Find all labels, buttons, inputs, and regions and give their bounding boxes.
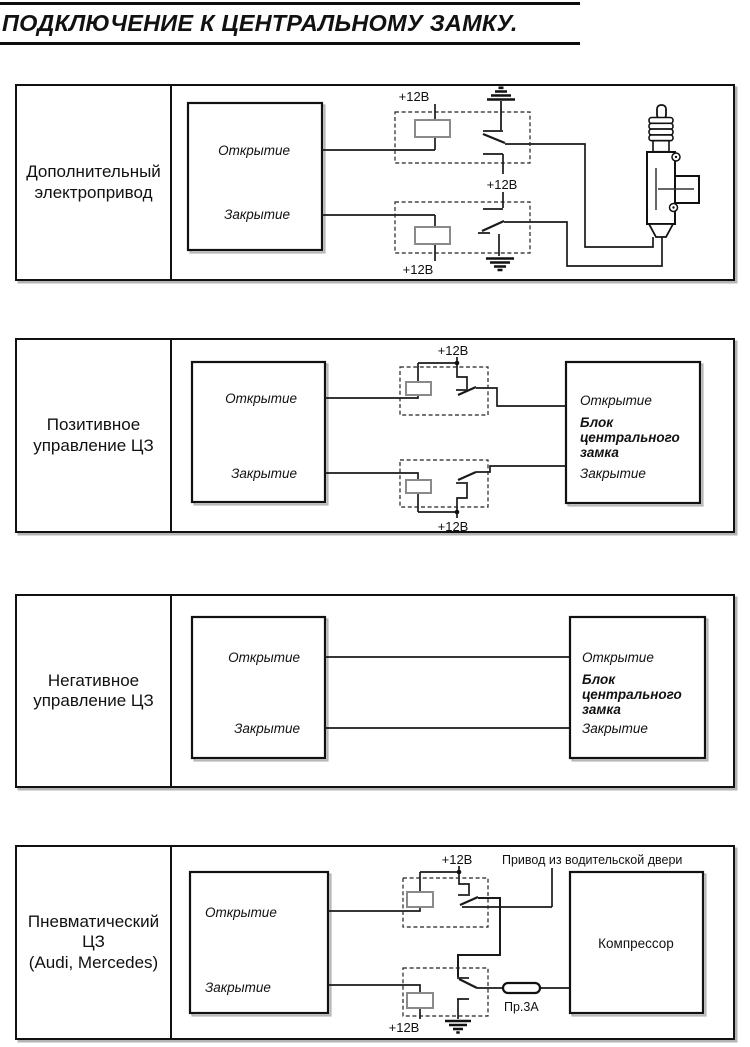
alarm-unit-box bbox=[192, 617, 325, 758]
central-lock-title: Блок bbox=[582, 672, 616, 687]
relay-close-switch bbox=[456, 472, 476, 483]
wires bbox=[325, 657, 570, 728]
block-close-label: Закрытие bbox=[582, 721, 648, 736]
panel-label-auxiliary-actuator bbox=[17, 86, 172, 279]
panel-diagram-pneumatic bbox=[172, 847, 733, 1038]
alarm-close-label: Закрытие bbox=[234, 721, 300, 736]
panel-label-pneumatic bbox=[17, 847, 172, 1038]
panel-label-line: ЦЗ bbox=[82, 932, 105, 952]
diagram-positive-control bbox=[172, 340, 731, 531]
relay-open-switch bbox=[456, 387, 476, 395]
junction-dot bbox=[457, 870, 462, 875]
junction-dot bbox=[455, 510, 460, 515]
alarm-open-label: Открытие bbox=[228, 650, 300, 665]
power-label: +12В bbox=[486, 177, 518, 192]
relay-close-switch bbox=[457, 978, 477, 988]
block-open-label: Открытие bbox=[580, 393, 652, 408]
central-lock-title: центрального bbox=[580, 430, 680, 445]
panel-diagram-positive-control bbox=[172, 340, 733, 531]
diagram-negative-control bbox=[172, 596, 731, 786]
alarm-close-label: Закрытие bbox=[224, 207, 290, 222]
panel-diagram-auxiliary-actuator bbox=[172, 86, 733, 279]
junction-dot bbox=[455, 361, 460, 366]
panel-label-line: (Audi, Mercedes) bbox=[28, 952, 159, 972]
alarm-open-label: Открытие bbox=[225, 391, 297, 406]
relay-open-coil bbox=[415, 120, 450, 137]
relay-open-coil bbox=[407, 892, 433, 907]
wires bbox=[328, 866, 570, 1019]
panel-label-negative-control bbox=[17, 596, 172, 786]
panel-label-line: Позитивное bbox=[46, 415, 141, 434]
driver-door-wire-label: Привод из водительской двери bbox=[502, 853, 683, 867]
alarm-close-label: Закрытие bbox=[231, 466, 297, 481]
alarm-unit-box bbox=[192, 362, 325, 502]
block-open-label: Открытие bbox=[582, 650, 654, 665]
alarm-open-label: Открытие bbox=[218, 143, 290, 158]
panel-label-positive-control bbox=[17, 340, 172, 531]
diagram-pneumatic bbox=[172, 847, 731, 1038]
fuse-icon bbox=[503, 983, 540, 993]
panel-pneumatic bbox=[15, 845, 735, 1040]
alarm-open-label: Открытие bbox=[205, 905, 277, 920]
relay-open-switch bbox=[483, 131, 505, 174]
power-label: +12В bbox=[402, 262, 434, 277]
fuse-label: Пр.3А bbox=[504, 1000, 539, 1014]
ground-icon bbox=[487, 88, 515, 130]
panel-label-line: Пневматический bbox=[27, 911, 160, 931]
central-lock-title: центрального bbox=[582, 687, 682, 702]
panel-diagram-negative-control bbox=[172, 596, 733, 786]
diagram-auxiliary-actuator bbox=[172, 86, 731, 279]
compressor-label: Компрессор bbox=[598, 936, 674, 951]
panel-label-line: Негативное bbox=[47, 670, 140, 690]
central-lock-title: Блок bbox=[580, 415, 614, 430]
power-label: +12В bbox=[398, 89, 430, 104]
central-lock-title: замка bbox=[580, 445, 619, 460]
relay-open-switch bbox=[458, 895, 478, 905]
alarm-close-label: Закрытие bbox=[205, 980, 271, 995]
lock-actuator-icon bbox=[647, 105, 699, 237]
block-close-label: Закрытие bbox=[580, 466, 646, 481]
page-title-block bbox=[0, 2, 580, 45]
power-label: +12В bbox=[437, 343, 469, 358]
panel-label-line: управление ЦЗ bbox=[33, 435, 154, 455]
wires bbox=[325, 357, 566, 518]
relay-close-coil bbox=[415, 227, 450, 244]
central-lock-title: замка bbox=[582, 702, 621, 717]
alarm-unit-box bbox=[188, 103, 322, 250]
panel-negative-control bbox=[15, 594, 735, 788]
power-label: +12В bbox=[437, 519, 469, 531]
relay-close-coil bbox=[406, 480, 431, 493]
relay-close-coil bbox=[407, 993, 433, 1008]
power-label: +12В bbox=[388, 1020, 420, 1035]
panel-positive-control bbox=[15, 338, 735, 533]
power-label: +12В bbox=[441, 852, 473, 867]
panel-label-line: Дополнительный bbox=[26, 162, 161, 181]
ground-icon bbox=[445, 1021, 471, 1033]
panel-auxiliary-actuator bbox=[15, 84, 735, 281]
ground-icon bbox=[486, 259, 514, 271]
page-title: ПОДКЛЮЧЕНИЕ К ЦЕНТРАЛЬНОМУ ЗАМКУ. bbox=[2, 10, 518, 36]
relay-open-coil bbox=[406, 382, 431, 395]
panel-label-line: электропривод bbox=[34, 182, 153, 202]
panel-label-line: управление ЦЗ bbox=[33, 691, 154, 710]
